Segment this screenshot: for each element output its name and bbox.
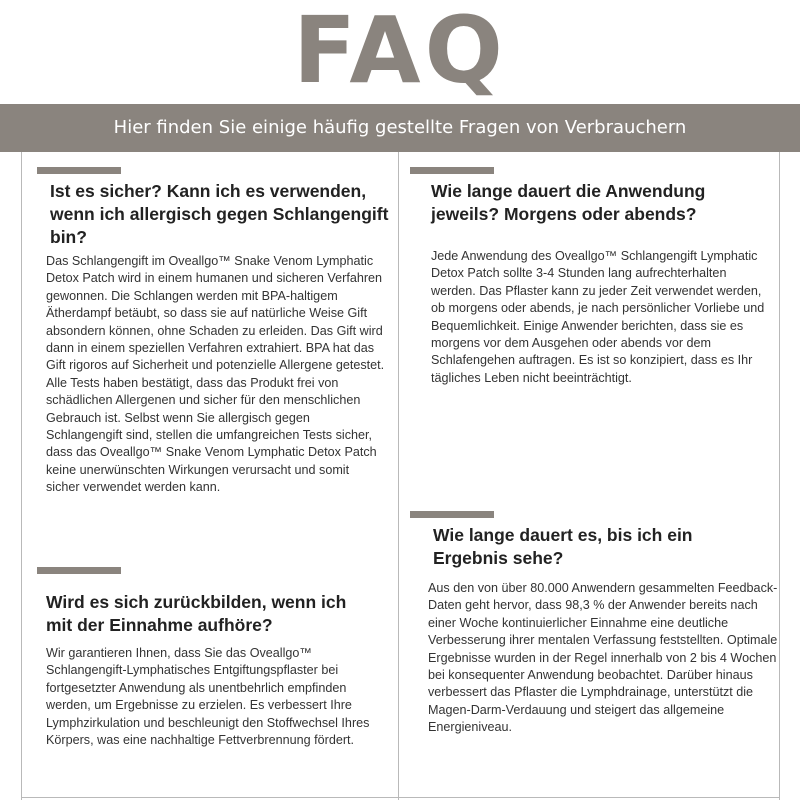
frame-bottom-border — [21, 797, 780, 798]
section-accent-bar — [410, 167, 494, 174]
faq-answer-duration: Jede Anwendung des Oveallgo™ Schlangengift Lymphatic Detox Patch sollte 3-4 Stunden lang aufrechterhalten werden. Das Pflaster kann zu jeder Zeit verwendet werden, ob morgens oder abends, je nach persönlicher Vorliebe und Bequemlichkeit. Einige Anwender berichten, dass sie es morgens vor dem Ausgehen oder abends vor dem Schlafengehen auftragen. Es ist so konzipiert, dass es Ihr tägliches Leben nicht beeinträchtigt. — [431, 249, 765, 385]
faq-question-results: Wie lange dauert es, bis ich ein Ergebnis sehe? — [433, 525, 693, 568]
faq-answer-results: Aus den von über 80.000 Anwendern gesammelten Feedback-Daten geht hervor, dass 98,3 % der Anwender bereits nach einer Woche kontinuierlicher Einnahme eine deutliche Verbesserung ihrer mentalen Verfassung feststellten. Optimale Ergebnisse wurden in der Regel innerhalb von 2 bis 4 Wochen bei konsequenter Anwendung beobachtet. Darüber hinaus verbessert das Pflaster die Lymphdrainage, unterstützt die Magen-Darm-Verdauung und steigert das allgemeine Energieniveau. — [428, 581, 778, 735]
column-divider — [398, 152, 399, 800]
faq-answer-regression: Wir garantieren Ihnen, dass Sie das Oveallgo™ Schlangengift-Lymphatisches Entgiftungspflaster bei fortgesetzter Anwendung als unentbehrlich empfinden werden, um Ergebnisse zu erzielen. Es verbessert Ihre Lymphzirkulation und beschleunigt den Stoffwechsel Ihres Körpers, was eine nachhaltige Fettverbrennung fördert. — [46, 646, 370, 748]
frame-left-border — [21, 152, 22, 800]
page-title: FAQ — [293, 0, 507, 104]
section-accent-bar — [37, 167, 121, 174]
frame-right-border — [779, 152, 780, 800]
faq-answer-safety: Das Schlangengift im Oveallgo™ Snake Venom Lymphatic Detox Patch wird in einem humanen und sicheren Verfahren gewonnen. Die Schlangen werden mit BPA-haltigem Ätherdampf betäubt, so dass sie auf natürliche Weise Gift absondern können, ohne Schaden zu erleiden. Das Gift wird dann in einem speziellen Verfahren extrahiert. BPA hat das Gift rigoros auf Sicherheit und potenzielle Allergene getestet. Alle Tests haben bestätigt, dass das Produkt frei von schädlichen Allergenen und sicher für den menschlichen Gebrauch ist. Selbst wenn Sie allergisch gegen Schlangengift sind, stellen die umfangreichen Tests sicher, dass das Oveallgo™ Snake Venom Lymphatic Detox Patch keine unerwünschten Wirkungen verursacht und somit sicher verwendet werden kann. — [46, 254, 385, 495]
section-accent-bar — [410, 511, 494, 518]
faq-question-duration: Wie lange dauert die Anwendung jeweils? Morgens oder abends? — [431, 181, 706, 224]
faq-question-safety: Ist es sicher? Kann ich es verwenden, wenn ich allergisch gegen Schlangengift bin? — [50, 181, 389, 247]
section-accent-bar — [37, 567, 121, 574]
subtitle-banner — [0, 104, 800, 152]
banner-subtitle: Hier finden Sie einige häufig gestellte Fragen von Verbrauchern — [113, 117, 687, 138]
faq-question-regression: Wird es sich zurückbilden, wenn ich mit der Einnahme aufhöre? — [46, 592, 347, 635]
